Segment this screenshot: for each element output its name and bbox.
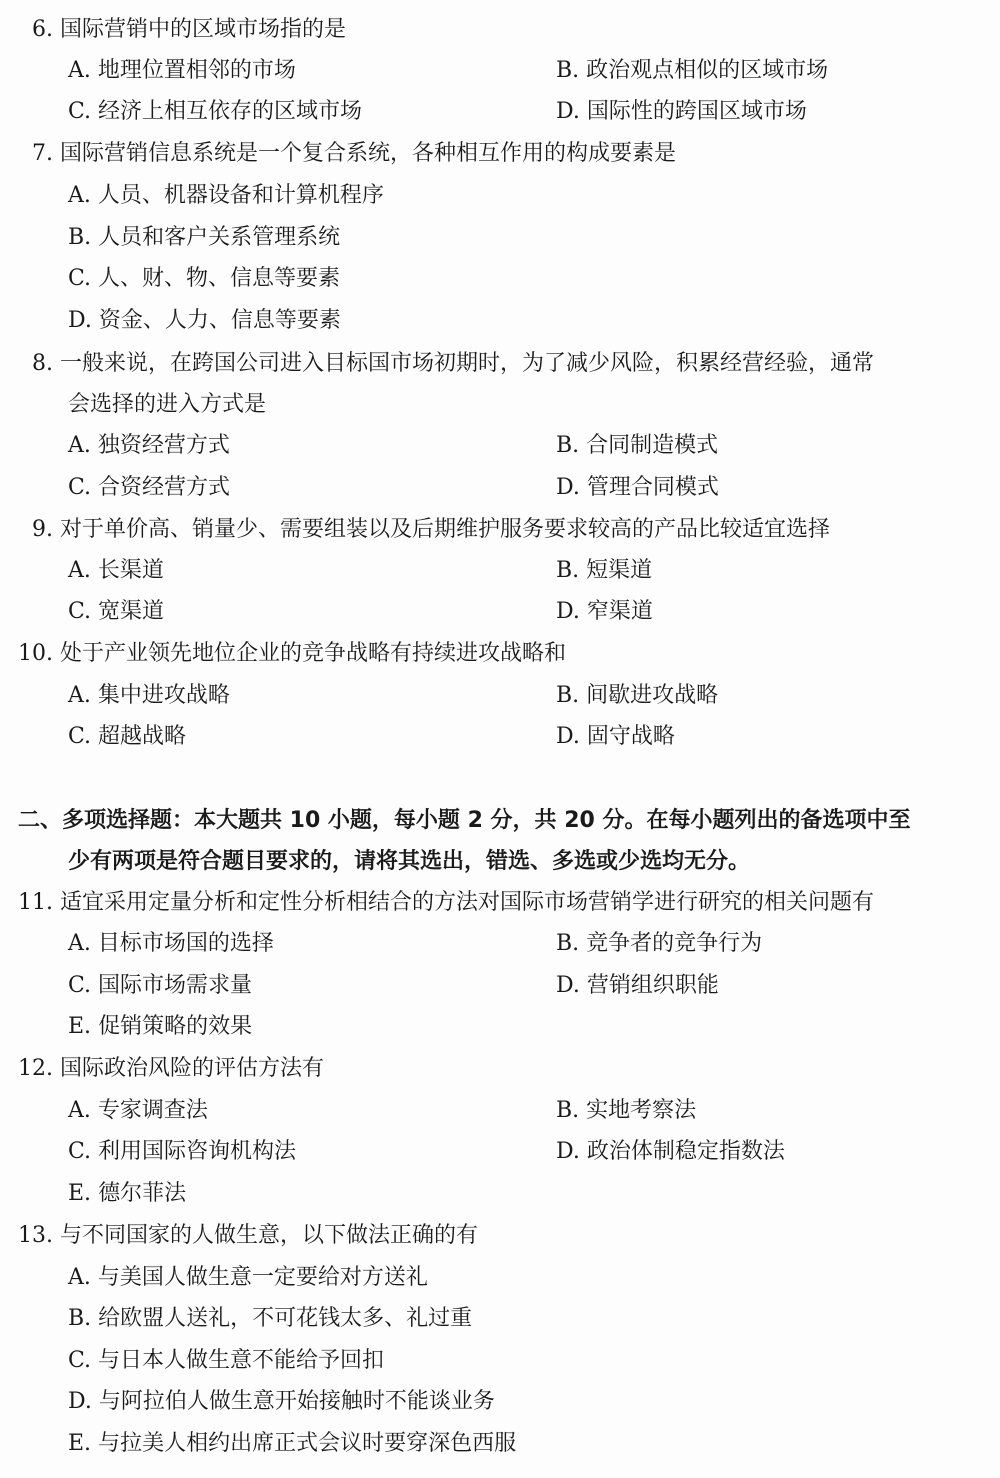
question-8-stem: 8. 一般来说，在跨国公司进入目标国市场初期时，为了减少风险，积累经营经验，通常: [32, 351, 875, 376]
q12-option-b: B. 实地考察法: [556, 1098, 697, 1123]
q11-option-b: B. 竞争者的竞争行为: [556, 931, 763, 956]
q11-option-c: C. 国际市场需求量: [68, 973, 253, 998]
question-13-stem: 13. 与不同国家的人做生意，以下做法正确的有: [18, 1223, 479, 1248]
q7-option-d: D. 资金、人力、信息等要素: [68, 308, 341, 333]
q13-option-c: C. 与日本人做生意不能给予回扣: [68, 1348, 385, 1373]
q9-option-b: B. 短渠道: [556, 558, 653, 583]
q8-option-b: B. 合同制造模式: [556, 433, 719, 458]
question-12-stem: 12. 国际政治风险的评估方法有: [18, 1056, 325, 1081]
question-10-stem: 10. 处于产业领先地位企业的竞争战略有持续进攻战略和: [18, 641, 567, 666]
question-6-stem: 6. 国际营销中的区域市场指的是: [32, 17, 347, 42]
q9-option-c: C. 宽渠道: [68, 599, 165, 624]
q10-option-b: B. 间歇进攻战略: [556, 683, 719, 708]
q7-option-b: B. 人员和客户关系管理系统: [68, 225, 341, 250]
q13-option-d: D. 与阿拉伯人做生意开始接触时不能谈业务: [68, 1389, 495, 1414]
section-2-heading-cont: 少有两项是符合题目要求的，请将其选出，错选、多选或少选均无分。: [68, 849, 751, 874]
q7-option-c: C. 人、财、物、信息等要素: [68, 266, 341, 291]
question-7-stem: 7. 国际营销信息系统是一个复合系统，各种相互作用的构成要素是: [32, 141, 677, 166]
q13-option-b: B. 给欧盟人送礼，不可花钱太多、礼过重: [68, 1306, 473, 1331]
q10-option-d: D. 固守战略: [556, 724, 675, 749]
q7-option-a: A. 人员、机器设备和计算机程序: [68, 183, 384, 208]
q12-option-e: E. 德尔菲法: [68, 1181, 187, 1206]
q9-option-d: D. 窄渠道: [556, 599, 653, 624]
q8-option-d: D. 管理合同模式: [556, 475, 719, 500]
q6-option-d: D. 国际性的跨国区域市场: [556, 99, 807, 124]
question-9-stem: 9. 对于单价高、销量少、需要组装以及后期维护服务要求较高的产品比较适宜选择: [32, 517, 831, 542]
q8-option-a: A. 独资经营方式: [68, 433, 230, 458]
q12-option-d: D. 政治体制稳定指数法: [556, 1139, 785, 1164]
q13-option-a: A. 与美国人做生意一定要给对方送礼: [68, 1265, 428, 1290]
q11-option-a: A. 目标市场国的选择: [68, 931, 274, 956]
q11-option-d: D. 营销组织职能: [556, 973, 719, 998]
q8-option-c: C. 合资经营方式: [68, 475, 231, 500]
q9-option-a: A. 长渠道: [68, 558, 164, 583]
q6-option-b: B. 政治观点相似的区域市场: [556, 58, 829, 83]
q11-option-e: E. 促销策略的效果: [68, 1014, 253, 1039]
q13-option-e: E. 与拉美人相约出席正式会议时要穿深色西服: [68, 1431, 517, 1456]
q6-option-a: A. 地理位置相邻的市场: [68, 58, 296, 83]
q6-option-c: C. 经济上相互依存的区域市场: [68, 99, 363, 124]
q10-option-c: C. 超越战略: [68, 724, 187, 749]
question-8-stem-cont: 会选择的进入方式是: [68, 392, 267, 417]
q12-option-c: C. 利用国际咨询机构法: [68, 1139, 297, 1164]
q10-option-a: A. 集中进攻战略: [68, 683, 230, 708]
question-11-stem: 11. 适宜采用定量分析和定性分析相结合的方法对国际市场营销学进行研究的相关问题有: [18, 890, 875, 915]
q12-option-a: A. 专家调查法: [68, 1098, 208, 1123]
section-2-heading: 二、多项选择题：本大题共 10 小题，每小题 2 分，共 20 分。在每小题列出的备选项中至: [18, 808, 911, 833]
